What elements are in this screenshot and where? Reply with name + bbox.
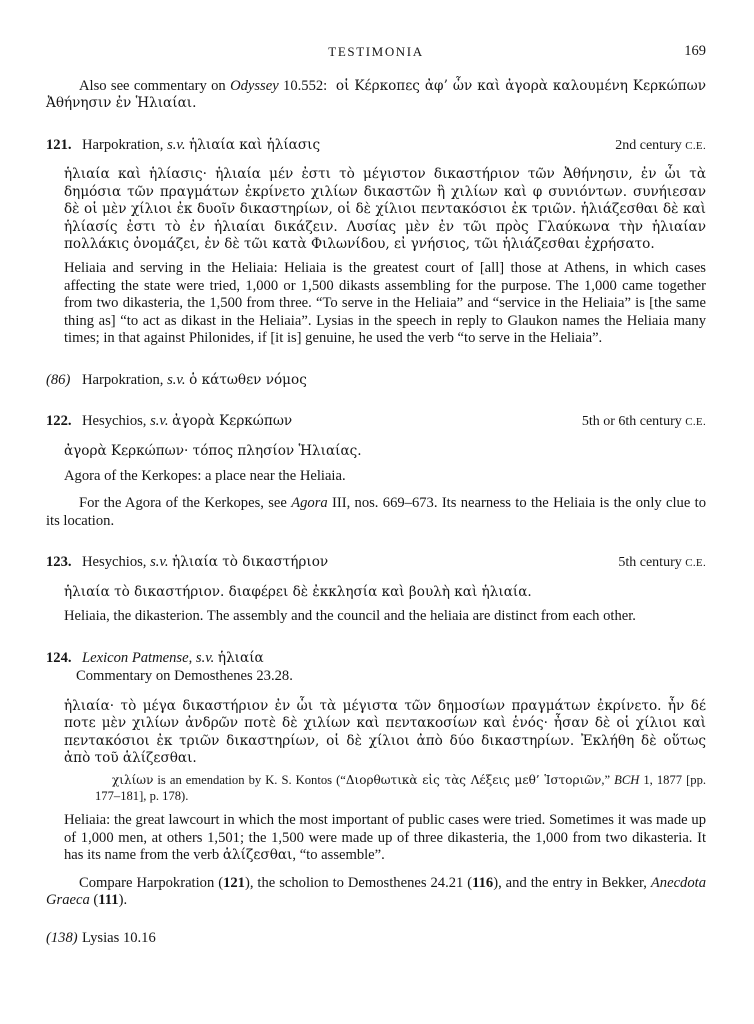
entry-title — [46, 372, 706, 390]
entry-date — [603, 138, 706, 155]
compare-paragraph — [46, 875, 706, 910]
entry-lemma: ἡλιαία καὶ ἡλίασις — [189, 136, 321, 153]
entry-date — [570, 414, 706, 431]
note-greek: χιλίων — [112, 773, 154, 788]
entry-source: Hesychios, — [82, 554, 151, 571]
entry-date — [606, 555, 706, 572]
entry-lemma: ἀγορὰ Κερκώπων — [172, 413, 293, 430]
translation-text: Heliaia: the great lawcourt in which the most important of public cases were tried. Sometimes it was made up of 1,000 men, at others 1,501; the 1,500 were made up of three dikasteria, the 1,000 from two dikasteria. It has its name from the verb — [64, 812, 706, 864]
date-era: C.E. — [685, 416, 706, 429]
entry-source: Lysias 10.16 — [82, 929, 156, 946]
entry-title — [46, 554, 606, 572]
note-greek: Διορθωτικὰ εἰς τὰς Λέξεις μεθ’ Ἱστοριῶν — [345, 773, 602, 788]
page-header — [46, 44, 706, 60]
running-head: TESTIMONIA — [328, 44, 424, 59]
entry-121 — [46, 137, 706, 348]
compare-text: ). — [118, 892, 128, 909]
greek-quote: ἡλιαία τὸ δικαστήριον. διαφέρει δὲ ἐκκλησία καὶ βουλὴ καὶ ἡλιαία. — [64, 583, 532, 600]
date-text: 2nd century — [615, 137, 686, 153]
entry-subheading: Commentary on Demosthenes 23.28. — [76, 668, 293, 685]
cross-ref: 116 — [472, 874, 494, 891]
cross-ref: 111 — [98, 892, 119, 909]
intro-paragraph — [46, 78, 706, 113]
entry-138 — [46, 930, 706, 948]
greek-quote: ἡλιαία καὶ ἡλίασις· ἡλιαία μέν ἐστι τὸ μέγιστον δικαστήριον τῶν Ἀθήνησιν, ἐν ὧι τὰ δημόσια τῶν πραγμάτων ἐκρίνετο χιλίων δικαστῶν ἢ χιλίων καὶ φ συνιόντων. συνήιεσαν δὲ οἱ μὲν χίλιοι ἐκ δυοῖν δικαστηρίων, οἱ δὲ χίλιοι πεντακόσιοι ἐκ τριῶν. ἡλιάζεσθαι δὲ καὶ ἡλίασίς ἐστι τὸ ἐν ἡλιαίαι δικάζειν. Λυσίας μὲν ἐν τῶι πρὸς Γλαύκωνα τὴν ἡλιαίαν πολλάκις ὀνομάζει, ἐν δὲ τῶι κατὰ Φιλωνίδου, εἰ γνήσιος, τῶι ἡλιάζεσθαι ἐχρήσατο. — [64, 166, 706, 252]
date-text: 5th century — [618, 555, 686, 571]
entry-86 — [46, 372, 706, 390]
sv-abbrev: s.v. — [150, 413, 169, 430]
entry-number: (138) — [46, 929, 78, 946]
translation: Heliaia and serving in the Heliaia: Heliaia is the greatest court of [all] those at Athens, in which cases affecting the state were tried, 1,000 or 1,500 dikasts assembling for the purpose. The 1,000 came together from two dikasteria, the 1,500 from three. “To serve in the Heliaia” and “service in the Heliaia” is [the same thing as] “to act as dikast in the Heliaia”. Lysias in the speech in reply to Glaukon names the Heliaia many times; in that against Philonides, if [it is] genuine, he used the verb “to serve in the Heliaia”. — [64, 260, 706, 347]
entry-number: 121. — [46, 136, 72, 153]
apparatus-note — [95, 773, 706, 805]
translation — [64, 812, 706, 865]
commentary-text: For the Agora of the Kerkopes, see — [79, 495, 292, 512]
entry-source-sep: , — [188, 649, 196, 666]
sv-abbrev: s.v. — [195, 649, 215, 666]
intro-citation: 10.552: — [278, 77, 336, 94]
translation: Heliaia, the dikasterion. The assembly and the council and the heliaia are distinct from each other. — [64, 608, 636, 625]
sv-abbrev: s.v. — [167, 136, 186, 153]
commentary — [46, 495, 706, 530]
note-text: 1, 1877 [pp. 177–181], p. 178). — [95, 773, 707, 804]
entry-number: 122. — [46, 413, 72, 430]
compare-text: ), the scholion to Demosthenes 24.21 ( — [244, 874, 473, 891]
entry-number: (86) — [46, 371, 71, 388]
entry-lemma: ἡλιαία τὸ δικαστήριον — [172, 554, 329, 571]
translation-greek: ἁλίζεσθαι — [222, 847, 293, 864]
work-title: Anecdota Graeca — [46, 874, 706, 909]
entry-title — [46, 413, 570, 431]
entry-heading — [46, 554, 706, 572]
entry-number: 123. — [46, 554, 72, 571]
entry-source: Harpokration, — [82, 136, 168, 153]
entry-lemma: ὁ κάτωθεν νόμος — [189, 371, 307, 388]
translation: Agora of the Kerkopes: a place near the Heliaia. — [64, 467, 346, 484]
entry-title — [46, 650, 706, 668]
work-title: Odyssey — [230, 77, 279, 94]
entry-123 — [46, 554, 706, 626]
entry-heading — [46, 413, 706, 431]
page-number: 169 — [684, 43, 706, 59]
note-text: is an emendation by K. S. Kontos (“ — [153, 773, 346, 788]
entry-source: Hesychios, — [82, 413, 151, 430]
entry-heading — [46, 137, 706, 155]
entry-title — [46, 930, 706, 948]
journal-title: BCH — [614, 773, 640, 788]
entry-source: Lexicon Patmense — [82, 649, 189, 666]
cross-ref: 121 — [223, 874, 245, 891]
intro-text: Also see commentary on — [79, 77, 231, 94]
date-text: 5th or 6th century — [581, 414, 686, 430]
date-era: C.E. — [685, 139, 706, 152]
sv-abbrev: s.v. — [167, 371, 186, 388]
work-title: Agora — [291, 495, 328, 512]
entry-122 — [46, 413, 706, 530]
greek-quote: ἀγορὰ Κερκώπων· τόπος πλησίον Ἡλιαίας. — [64, 443, 362, 460]
entry-source: Harpokration, — [82, 371, 168, 388]
date-era: C.E. — [685, 557, 706, 570]
sv-abbrev: s.v. — [150, 554, 169, 571]
greek-quote: ἡλιαία· τὸ μέγα δικαστήριον ἐν ὧι τὰ μέγιστα τῶν δημοσίων πραγμάτων ἐκρίνετο. ἦν δέ ποτε μὲν χιλίων ἀνδρῶν ποτὲ δὲ χιλίων καὶ πεντακοσίων καὶ ἑνός· ἦσαν δὲ οἱ χίλιοι καὶ πεντακόσιοι ἐκ τριῶν δικαστηρίων, οἱ δὲ χίλιοι ἀπὸ δύο δικαστηρίων. Ἐκλήθη δὲ οὕτως ἀπὸ τοῦ ἁλίζεσθαι. — [64, 697, 706, 766]
compare-text: ( — [89, 892, 99, 909]
entry-title — [46, 137, 603, 155]
translation-text: , “to assemble”. — [292, 847, 385, 864]
note-text: ,” — [601, 773, 615, 788]
intro-greek: οἱ Κέρκοπες ἀφ’ ὧν καὶ ἀγορὰ καλουμένη Κερκώπων Ἀθήνησιν ἐν Ἡλιαίαι. — [46, 77, 706, 112]
compare-text: ), and the entry in Bekker, — [493, 874, 651, 891]
entry-number: 124. — [46, 649, 72, 666]
commentary-text: III, nos. 669–673. Its nearness to the Heliaia is the only clue to its location. — [46, 495, 706, 529]
entry-124 — [46, 650, 706, 910]
compare-text: Compare Harpokration ( — [79, 874, 224, 891]
entry-lemma: ἡλιαία — [217, 649, 264, 666]
